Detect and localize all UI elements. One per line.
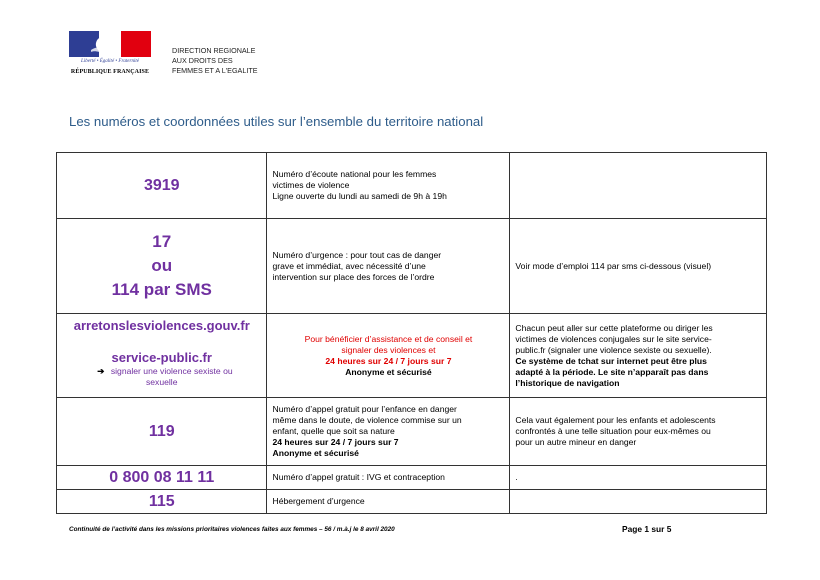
number-cell	[57, 490, 267, 514]
page-number: Page 1 sur 5	[622, 524, 672, 534]
direction-line: FEMMES ET A L'EGALITE	[172, 66, 258, 75]
description-line: Pour bénéficier d’assistance et de conseil et	[304, 333, 473, 344]
sub-line: sexuelle	[145, 377, 178, 387]
note-line: Cela vaut également pour les enfants et adolescents	[515, 415, 716, 425]
description-line: Anonyme et sécurisé	[272, 448, 359, 458]
description-line: signaler des violences et	[341, 344, 436, 355]
table-row	[57, 398, 767, 466]
note-line: public.fr (signaler une violence sexiste ou sexuelle).	[515, 344, 712, 355]
sub-line: signaler une violence sexiste ou	[110, 366, 233, 376]
phone-number: 115	[148, 493, 175, 510]
table-row	[57, 153, 767, 219]
note-text: .	[515, 472, 518, 482]
description-cell	[267, 466, 510, 490]
arretonslesviolences-link[interactable]: arretonslesviolences.gouv.fr	[73, 318, 250, 333]
anonymous-text: Anonyme et sécurisé	[345, 366, 432, 377]
note-line: pour un autre mineur en danger	[515, 437, 637, 447]
note-line: Chacun peut aller sur cette plateforme ou diriger les	[515, 322, 713, 333]
note-line: confrontés à une telle situation pour eux-mêmes ou	[515, 426, 711, 436]
note-cell	[510, 398, 767, 466]
phone-number: 17	[152, 232, 172, 251]
table-row	[57, 314, 767, 398]
arrow-right-icon: ➔	[97, 366, 105, 376]
table-row	[57, 466, 767, 490]
footer-note: Continuité de l’activité dans les missions prioritaires violences faites aux femmes – 56 / m.à.j le 8 avril 2020	[69, 526, 395, 533]
description-cell	[267, 490, 510, 514]
phone-number: 0 800 08 11 11	[109, 469, 215, 486]
note-cell	[510, 219, 767, 314]
note-line: l’historique de navigation	[515, 377, 620, 388]
note-line: Ce système de tchat sur internet peut être plus	[515, 355, 707, 366]
website-cell	[57, 314, 267, 398]
description-line: victimes de violence	[272, 180, 350, 190]
availability-text: 24 heures sur 24 / 7 jours sur 7	[325, 355, 452, 366]
description-cell	[267, 153, 510, 219]
description-line: Hébergement d’urgence	[272, 496, 365, 506]
note-cell	[510, 153, 767, 219]
table-row	[57, 219, 767, 314]
description-line: enfant, quelle que soit sa nature	[272, 426, 395, 436]
description-line: Numéro d’appel gratuit pour l’enfance en danger	[272, 404, 457, 414]
description-line: Ligne ouverte du lundi au samedi de 9h à 19h	[272, 191, 447, 201]
description-cell	[267, 314, 510, 398]
service-public-sub	[62, 366, 261, 377]
service-public-link[interactable]: service-public.fr	[111, 350, 212, 365]
number-cell	[57, 153, 267, 219]
note-line: adapté à la période. Le site n’apparaît pas dans	[515, 366, 709, 377]
number-cell	[57, 466, 267, 490]
description-line: Numéro d’urgence : pour tout cas de danger	[272, 249, 442, 260]
description-line: 24 heures sur 24 / 7 jours sur 7	[272, 437, 399, 447]
page-title: Les numéros et coordonnées utiles sur l’ensemble du territoire national	[69, 114, 484, 129]
phone-number: 3919	[143, 177, 180, 194]
description-line: intervention sur place des forces de l’ordre	[272, 271, 435, 282]
sms-number: 114 par SMS	[111, 280, 212, 299]
phone-number: 119	[148, 423, 175, 440]
republique-francaise-logo	[69, 31, 151, 81]
direction-regionale	[172, 46, 258, 76]
note-line: victimes de violences conjugales sur le site service-	[515, 333, 712, 344]
description-line: Numéro d’écoute national pour les femmes	[272, 169, 437, 179]
note-cell	[510, 314, 767, 398]
marianne-icon	[91, 34, 111, 56]
description-line: même dans le doute, de violence commise sur un	[272, 415, 462, 425]
note-cell	[510, 490, 767, 514]
useful-numbers-table	[56, 152, 767, 514]
number-cell	[57, 219, 267, 314]
logo-republique-francaise: RÉPUBLIQUE FRANÇAISE	[70, 69, 150, 75]
number-cell	[57, 398, 267, 466]
note-cell	[510, 466, 767, 490]
direction-line: AUX DROITS DES	[172, 56, 233, 65]
description-line: Numéro d’appel gratuit : IVG et contraception	[272, 472, 445, 482]
description-cell	[267, 219, 510, 314]
logo-motto: Liberté • Égalité • Fraternité	[81, 59, 139, 64]
note-text: Voir mode d’emploi 114 par sms ci-dessous (visuel)	[515, 260, 712, 271]
number-separator: ou	[151, 256, 173, 275]
table-row	[57, 490, 767, 514]
description-cell	[267, 398, 510, 466]
description-line: grave et immédiat, avec nécessité d’une	[272, 260, 426, 271]
direction-line: DIRECTION REGIONALE	[172, 46, 256, 55]
